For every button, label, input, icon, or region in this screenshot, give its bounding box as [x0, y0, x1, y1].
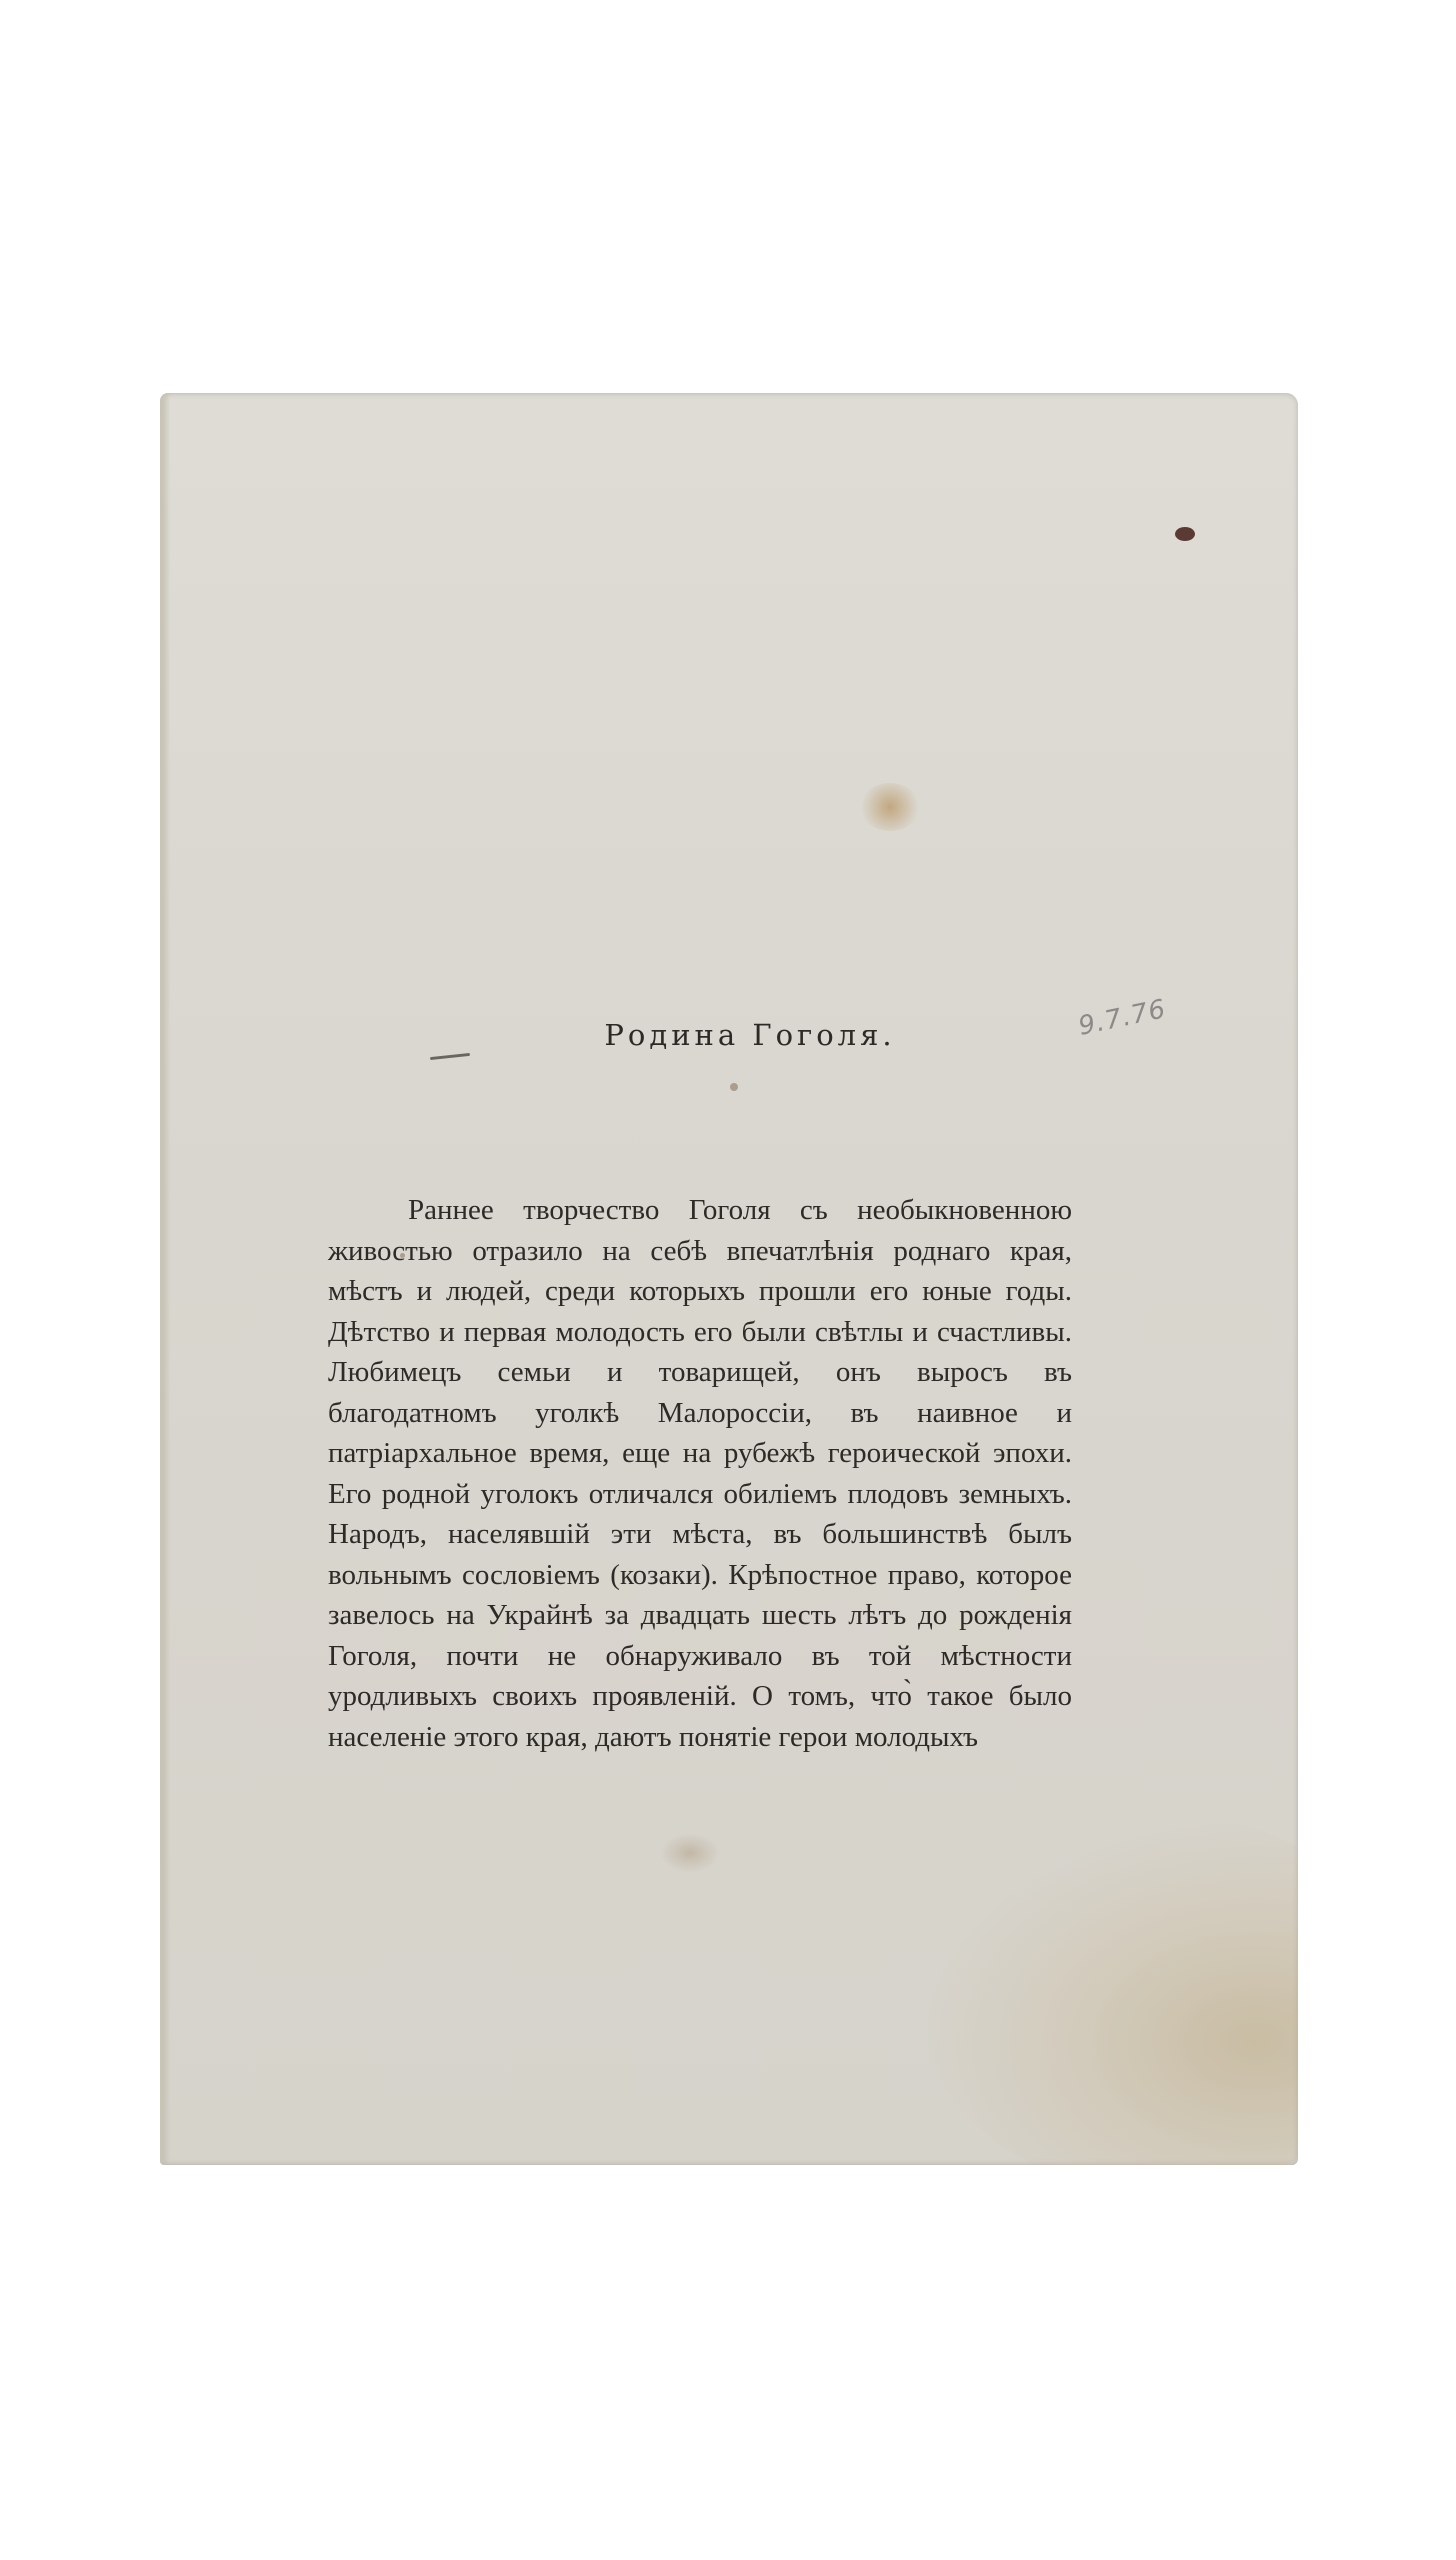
body-paragraph: Раннее творчество Гоголя съ необыкновенною живостью отразило на себѣ впечатлѣнія роднаго края, мѣстъ и людей, среди которыхъ прошли его юные годы. Дѣтство и первая молодость его были свѣтлы и счастливы. Любимецъ семьи и товарищей, онъ выросъ въ благодатномъ уголкѣ Малороссіи, въ наивное и патріархальное время, еще на рубежѣ героической эпохи. Его родной уголокъ отличался обиліемъ плодовъ земныхъ. Народъ, населявшій эти мѣста, въ большинствѣ былъ вольнымъ сословіемъ (козаки). Крѣпостное право, которое завелось на Украйнѣ за двадцать шесть лѣтъ до рожденія Гоголя, почти не обнаруживало въ той мѣстности уродливыхъ своихъ проявленій. О томъ, что̀ такое было населеніе этого края, даютъ понятіе герои молодыхъ	[328, 1194, 1072, 1753]
foxing-stain	[860, 783, 920, 831]
ink-dot-mark	[1175, 527, 1195, 541]
pencil-dash-mark	[430, 1053, 470, 1060]
book-page	[160, 393, 1298, 2165]
chapter-title: Родина Гоголя.	[604, 1018, 896, 1052]
foxing-stain-large	[920, 1813, 1298, 2165]
foxing-stain-small	[660, 1833, 720, 1873]
paper-speck	[730, 1083, 738, 1091]
pencil-annotation: 9.7.76	[1075, 994, 1169, 1042]
page-edge-shadow	[160, 393, 170, 2165]
